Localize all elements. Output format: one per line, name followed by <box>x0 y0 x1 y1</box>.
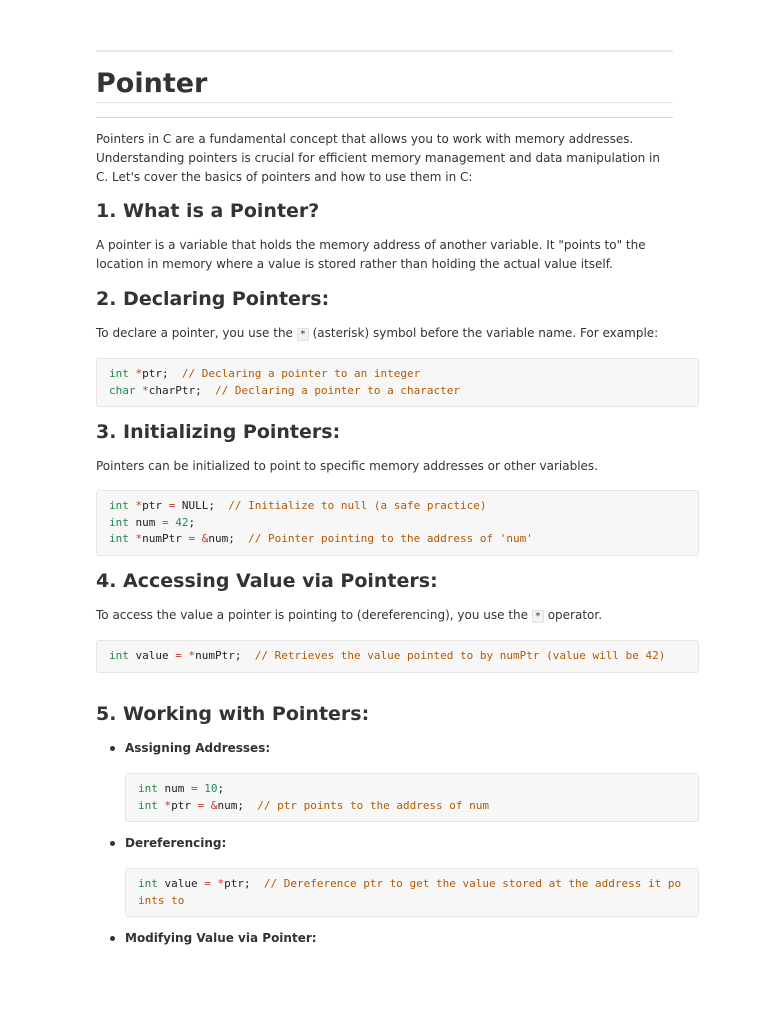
intro-paragraph: Pointers in C are a fundamental concept that allows you to work with memory addresses. Understanding pointers is crucial for efficient memory management and data manipulation in C. Let's cover the basics of pointers and how to use them in C: <box>96 132 660 184</box>
code-token: 42 <box>168 515 189 529</box>
bullet-icon <box>110 936 115 941</box>
code-token: value <box>157 877 205 890</box>
section-3-body: Pointers can be initialized to point to specific memory addresses or other variables. <box>96 459 599 473</box>
section-heading-1: 1. What is a Pointer? <box>96 200 320 222</box>
code-comment: // Initialize to null (a safe practice) <box>228 499 487 512</box>
code-token: ; <box>217 782 225 795</box>
code-comment: // Declaring a pointer to an integer <box>181 367 421 380</box>
code-token: num; <box>217 798 258 812</box>
code-comment: // Dereference ptr to get the value stored at the address it points to <box>138 877 682 907</box>
code-token: = <box>191 782 198 795</box>
bullet-icon <box>110 746 115 751</box>
bullet-icon <box>110 841 115 846</box>
section-heading-3: 3. Initializing Pointers: <box>96 421 341 443</box>
code-token: * <box>128 532 143 545</box>
code-token: int <box>138 798 158 812</box>
code-block-dereferencing <box>125 868 699 917</box>
section-2-body-start: To declare a pointer, you use the <box>96 326 293 340</box>
code-token: numPtr; <box>195 649 255 662</box>
title-underline <box>96 102 673 103</box>
code-token: ptr; <box>224 877 264 890</box>
code-token: num <box>128 515 162 529</box>
code-token: * <box>157 798 172 812</box>
code-block-declaring <box>96 358 699 407</box>
code-block-accessing <box>96 640 699 673</box>
article <box>96 50 682 945</box>
code-token: * <box>135 383 149 397</box>
top-rule <box>96 50 673 52</box>
code-token: int <box>109 649 129 662</box>
list-item-label: Modifying Value via Pointer: <box>125 931 317 945</box>
code-token: = & <box>188 532 209 545</box>
code-block-assigning <box>125 773 699 822</box>
code-token: = <box>162 515 169 529</box>
code-token: num <box>157 782 191 795</box>
code-token: NULL; <box>175 499 229 512</box>
page-title: Pointer <box>96 68 208 99</box>
section-4-body-end: operator. <box>547 608 603 622</box>
section-heading-5: 5. Working with Pointers: <box>96 703 370 725</box>
section-4-body-start: To access the value a pointer is pointing to (dereferencing), you use the <box>96 608 529 622</box>
code-token: int <box>109 367 129 380</box>
section-4-body <box>96 606 673 626</box>
list-item-label: Dereferencing: <box>125 836 227 850</box>
code-token: ; <box>188 515 196 529</box>
code-token: value <box>128 649 176 662</box>
code-token: * <box>128 367 143 380</box>
code-comment: // Declaring a pointer to a character <box>214 383 461 397</box>
section-heading-2: 2. Declaring Pointers: <box>96 288 330 310</box>
code-token: = & <box>197 798 218 812</box>
code-token: 10 <box>197 782 218 795</box>
code-token: int <box>109 515 129 529</box>
title-divider <box>96 117 673 118</box>
code-token: numPtr <box>142 532 189 545</box>
code-comment: // Pointer pointing to the address of 'num' <box>248 532 533 545</box>
code-token: = <box>168 499 176 512</box>
code-comment: // Retrieves the value pointed to by numPtr (value will be 42) <box>254 649 666 662</box>
section-1-body: A pointer is a variable that holds the memory address of another variable. It "points to" the location in memory where a value is stored rather than holding the actual value itself. <box>96 238 646 271</box>
code-token: num; <box>208 532 249 545</box>
section-heading-4: 4. Accessing Value via Pointers: <box>96 570 438 592</box>
list-item-label: Assigning Addresses: <box>125 741 271 755</box>
code-comment: // ptr points to the address of num <box>257 798 490 812</box>
code-token: int <box>109 499 129 512</box>
code-token: int <box>109 532 129 545</box>
section-2-body-end: (asterisk) symbol before the variable name. For example: <box>312 326 659 340</box>
code-token: charPtr; <box>148 383 215 397</box>
code-token: * <box>128 499 143 512</box>
inline-code-asterisk: * <box>297 328 309 341</box>
code-token: = * <box>175 649 196 662</box>
code-token: = * <box>204 877 225 890</box>
code-token: ptr <box>171 798 198 812</box>
code-token: char <box>109 383 136 397</box>
code-token: ptr; <box>142 367 182 380</box>
code-token: int <box>138 782 158 795</box>
code-token: ptr <box>142 499 169 512</box>
inline-code-asterisk: * <box>532 610 544 623</box>
code-token: int <box>138 877 158 890</box>
code-block-initializing <box>96 490 699 556</box>
section-2-body <box>96 324 673 344</box>
